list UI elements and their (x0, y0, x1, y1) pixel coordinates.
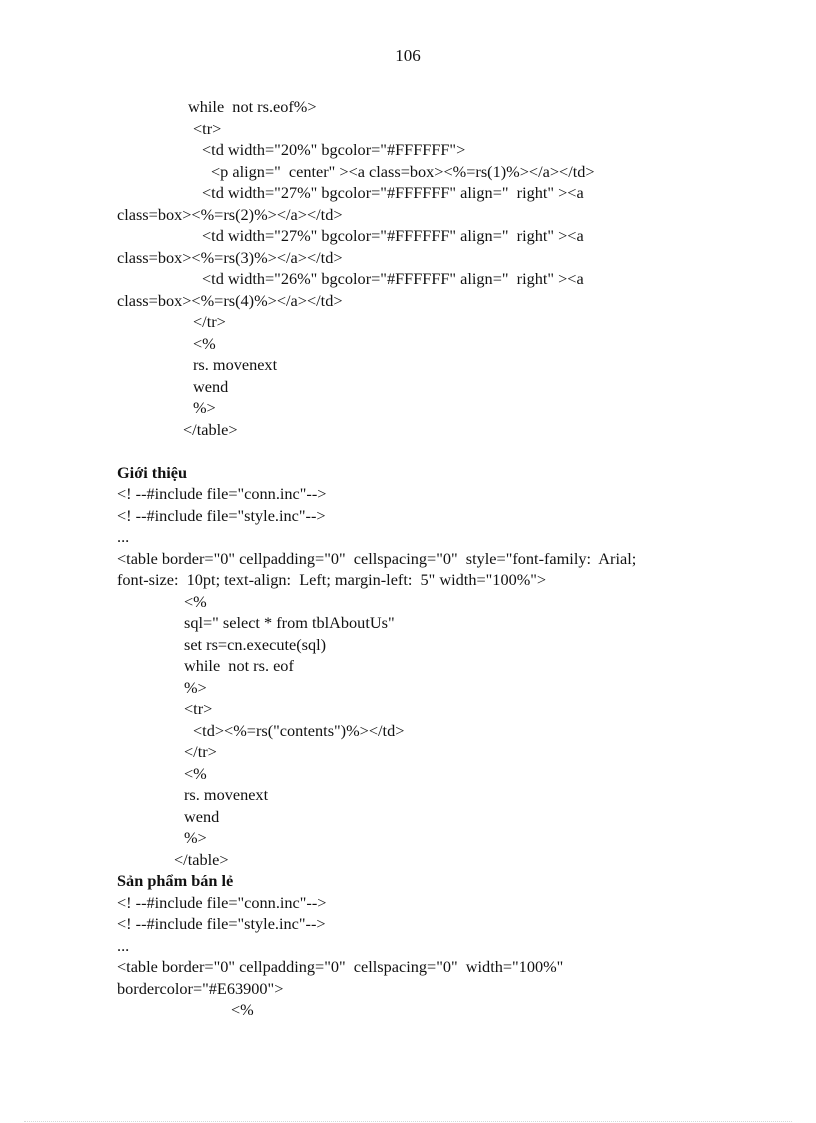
code-line: <td><%=rs("contents")%></td> (193, 720, 405, 740)
code-line: font-size: 10pt; text-align: Left; margin-left: 5" width="100%"> (117, 570, 547, 589)
code-line: %> (193, 398, 216, 417)
code-line: class=box><%=rs(2)%></a></td> (117, 204, 343, 224)
code-line: <td width="27%" bgcolor="#FFFFFF" align=" right" ><a (202, 226, 584, 245)
code-line: ... (117, 527, 130, 546)
code-line: </tr> (193, 312, 226, 331)
code-line: sql=" select * from tblAboutUs" (184, 613, 395, 632)
code-line: rs. movenext (193, 355, 278, 374)
code-line: while not rs.eof%> (188, 97, 317, 116)
code-line: class=box><%=rs(4)%></a></td> (117, 290, 343, 310)
code-line: <! --#include file="style.inc"--> (117, 914, 326, 933)
code-line: wend (184, 806, 220, 826)
document-body (117, 96, 717, 1021)
code-line: <table border="0" cellpadding="0" cellspacing="0" width="100%" (117, 957, 564, 976)
code-line: <% (184, 591, 207, 611)
code-line: ... (117, 935, 130, 955)
code-line: <td width="26%" bgcolor="#FFFFFF" align=" right" ><a (202, 269, 584, 288)
code-line: bordercolor="#E63900"> (117, 978, 284, 998)
code-line (117, 440, 717, 462)
section-heading: Giới thiệu (117, 462, 188, 482)
code-line: %> (184, 828, 207, 847)
code-line: while not rs. eof (184, 656, 294, 675)
code-line: <td width="27%" bgcolor="#FFFFFF" align=" right" ><a (202, 183, 584, 202)
code-line: <td width="20%" bgcolor="#FFFFFF"> (202, 140, 466, 159)
code-line: %> (184, 677, 207, 697)
page-number: 106 (395, 46, 421, 65)
code-line: <tr> (184, 699, 213, 718)
code-line: <% (193, 333, 216, 353)
code-line: set rs=cn.execute(sql) (184, 634, 327, 654)
code-line: <p align=" center" ><a class=box><%=rs(1)%></a></td> (211, 161, 595, 181)
code-line: <% (184, 763, 207, 783)
code-line: wend (193, 376, 229, 396)
code-line: <table border="0" cellpadding="0" cellspacing="0" style="font-family: Arial; (117, 548, 637, 568)
code-line: rs. movenext (184, 785, 269, 804)
section-heading: Sản phẩm bán lẻ (117, 871, 234, 890)
code-line: class=box><%=rs(3)%></a></td> (117, 247, 343, 267)
page-bottom-divider (24, 1121, 792, 1122)
code-line: </tr> (184, 742, 217, 761)
code-line: <! --#include file="style.inc"--> (117, 505, 326, 525)
code-line: <! --#include file="conn.inc"--> (117, 892, 327, 912)
code-line: </table> (183, 419, 238, 439)
code-line: <tr> (193, 118, 222, 138)
code-line: </table> (174, 849, 229, 869)
code-line: <% (231, 1000, 254, 1019)
code-line: <! --#include file="conn.inc"--> (117, 484, 327, 503)
